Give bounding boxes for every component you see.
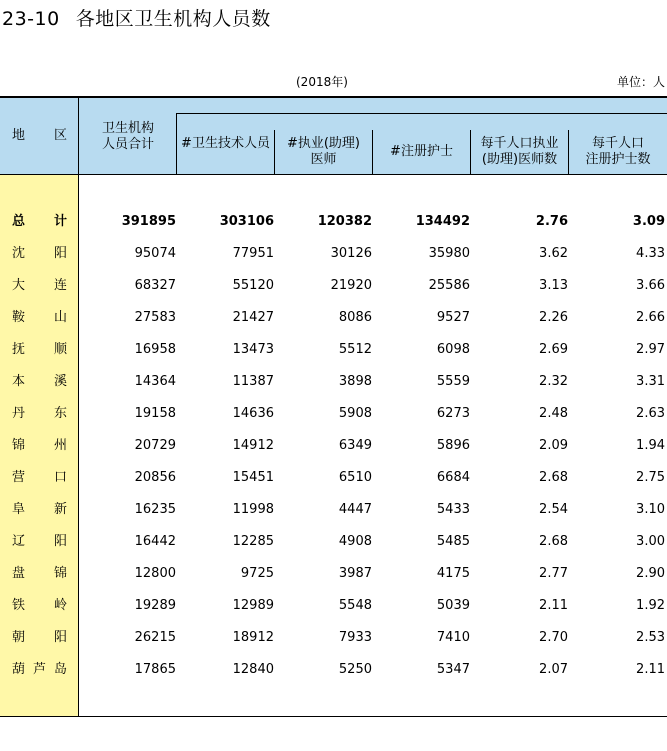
row-region-name [12,398,67,430]
region-name-char: 计 [53,214,67,229]
cell-doc-per-k: 2.11 [539,598,568,613]
total-header-line: 人员合计 [101,137,154,152]
cell-tech: 14636 [232,406,274,421]
row-region-name [12,238,67,270]
cell-nurses: 5559 [436,374,470,389]
cell-tech: 55120 [232,278,274,293]
region-name-char: 阳 [53,534,67,549]
cell-doc-per-k: 2.54 [539,502,568,517]
cell-doctors: 8086 [338,310,372,325]
region-name-char: 营 [12,470,26,485]
cell-nurse-per-k: 2.97 [636,342,665,357]
cell-total: 19289 [134,598,176,613]
tech-header: #卫生技术人员 [181,136,270,151]
cell-doc-per-k: 3.13 [539,278,568,293]
cell-nurses: 35980 [428,246,470,261]
cell-doctors: 6510 [338,470,372,485]
row-region-name [12,430,67,462]
header-bottom-rule [0,174,667,175]
cell-doctors: 7933 [338,630,372,645]
row-region-name [12,526,67,558]
row-region-name [12,366,67,398]
row-region-name [12,654,67,686]
cell-nurses: 5896 [436,438,470,453]
cell-tech: 11387 [232,374,274,389]
region-name-char: 阳 [53,630,67,645]
row-region-name [12,558,67,590]
cell-tech: 12840 [232,662,274,677]
cell-nurses: 6273 [436,406,470,421]
cell-tech: 77951 [232,246,274,261]
cell-doc-per-k: 2.32 [539,374,568,389]
cell-doc-per-k: 2.26 [539,310,568,325]
cell-total: 26215 [134,630,176,645]
cell-doc-per-k: 2.76 [535,214,568,229]
total-header-line: 卫生机构 [101,121,154,136]
cell-doc-per-k: 2.77 [539,566,568,581]
region-header-char: 地 [12,128,26,143]
cell-nurse-per-k: 3.09 [632,214,665,229]
total-header [80,121,176,153]
cell-nurse-per-k: 2.63 [636,406,665,421]
page-title [2,4,271,31]
cell-doctors: 5908 [338,406,372,421]
row-region-name [12,622,67,654]
nurse-per-k-header-line: 注册护士数 [585,152,651,167]
cell-nurse-per-k: 3.10 [636,502,665,517]
row-region-name [12,302,67,334]
region-name-char: 阳 [53,246,67,261]
cell-total: 16958 [134,342,176,357]
region-name-char: 葫 [12,662,26,677]
cell-tech: 303106 [219,214,274,229]
table-title: 各地区卫生机构人员数 [75,8,271,30]
cell-total: 16442 [134,534,176,549]
cell-doc-per-k: 2.69 [539,342,568,357]
table-top-rule [0,96,667,98]
region-name-char: 朝 [12,630,26,645]
cell-nurses: 7410 [436,630,470,645]
region-name-char: 岭 [53,598,67,613]
row-region-name [12,494,67,526]
region-name-char: 铁 [12,598,26,613]
cell-tech: 12285 [232,534,274,549]
cell-doc-per-k: 2.07 [539,662,568,677]
region-name-char: 阜 [12,502,26,517]
cell-doctors: 3898 [338,374,372,389]
cell-nurses: 5039 [436,598,470,613]
cell-doctors: 5512 [338,342,372,357]
cell-nurse-per-k: 2.11 [636,662,665,677]
region-name-char: 大 [12,278,26,293]
nurse-per-k-header-line: 每千人口 [591,136,644,151]
cell-total: 95074 [134,246,176,261]
cell-tech: 11998 [232,502,274,517]
region-column-divider [78,96,79,717]
cell-nurse-per-k: 3.31 [636,374,665,389]
region-name-char: 盘 [12,566,26,581]
cell-doctors: 4447 [338,502,372,517]
region-name-char: 锦 [53,566,67,581]
cell-nurse-per-k: 2.75 [636,470,665,485]
region-name-char: 总 [12,214,26,229]
cell-total: 20856 [134,470,176,485]
cell-nurse-per-k: 3.00 [636,534,665,549]
region-name-char: 抚 [12,342,26,357]
cell-tech: 13473 [232,342,274,357]
cell-nurses: 4175 [436,566,470,581]
cell-doc-per-k: 2.68 [539,534,568,549]
region-name-char: 溪 [53,374,67,389]
row-region-name [12,334,67,366]
cell-nurse-per-k: 2.53 [636,630,665,645]
region-name-char: 新 [53,502,67,517]
cell-nurses: 25586 [428,278,470,293]
cell-doctors: 21920 [330,278,372,293]
cell-doc-per-k: 2.68 [539,470,568,485]
row-region-name [12,206,67,238]
nurses-header: #注册护士 [390,144,453,159]
region-name-char: 锦 [12,438,26,453]
cell-nurse-per-k: 1.94 [636,438,665,453]
cell-nurse-per-k: 4.33 [636,246,665,261]
row-region-name [12,590,67,622]
region-header [12,128,67,144]
region-header-char: 区 [53,128,67,143]
region-name-char: 沈 [12,246,26,261]
region-name-char: 岛 [53,662,67,677]
doc-per-k-header [471,136,568,168]
region-name-char: 芦 [32,662,46,677]
year-label: (2018年) [296,75,348,89]
region-name-char: 连 [53,278,67,293]
region-name-char: 口 [53,470,67,485]
table-number: 23-10 [2,8,60,30]
unit-label: 单位：人 [616,75,665,89]
cell-tech: 15451 [232,470,274,485]
table-bottom-rule [0,716,667,717]
doctors-header-line: 医师 [310,152,337,167]
region-name-char: 辽 [12,534,26,549]
cell-doc-per-k: 2.48 [539,406,568,421]
cell-nurse-per-k: 1.92 [636,598,665,613]
cell-nurse-per-k: 2.90 [636,566,665,581]
cell-doc-per-k: 2.09 [539,438,568,453]
cell-doc-per-k: 3.62 [539,246,568,261]
cell-total: 19158 [134,406,176,421]
cell-nurses: 5485 [436,534,470,549]
cell-doctors: 3987 [338,566,372,581]
doctors-header-line: #执业(助理) [286,136,361,151]
cell-nurse-per-k: 3.66 [636,278,665,293]
cell-nurse-per-k: 2.66 [636,310,665,325]
header-sub-rule [176,113,667,114]
region-name-char: 山 [53,310,67,325]
cell-doctors: 5250 [338,662,372,677]
cell-total: 14364 [134,374,176,389]
cell-nurses: 9527 [436,310,470,325]
cell-nurses: 134492 [415,214,470,229]
nurse-per-k-header [569,136,667,168]
cell-nurses: 5347 [436,662,470,677]
region-name-char: 丹 [12,406,26,421]
cell-nurses: 6684 [436,470,470,485]
cell-tech: 18912 [232,630,274,645]
cell-doctors: 4908 [338,534,372,549]
cell-tech: 14912 [232,438,274,453]
cell-nurses: 5433 [436,502,470,517]
region-name-char: 东 [53,406,67,421]
cell-nurses: 6098 [436,342,470,357]
cell-doc-per-k: 2.70 [539,630,568,645]
cell-tech: 21427 [232,310,274,325]
cell-doctors: 6349 [338,438,372,453]
cell-doctors: 30126 [330,246,372,261]
region-name-char: 本 [12,374,26,389]
doc-per-k-header-line: 每千人口执业 [480,136,559,151]
cell-total: 391895 [121,214,176,229]
cell-total: 17865 [134,662,176,677]
row-region-name [12,462,67,494]
cell-doctors: 5548 [338,598,372,613]
region-name-char: 鞍 [12,310,26,325]
region-name-char: 顺 [53,342,67,357]
cell-total: 27583 [134,310,176,325]
cell-total: 16235 [134,502,176,517]
cell-total: 12800 [134,566,176,581]
row-region-name [12,270,67,302]
cell-doctors: 120382 [317,214,372,229]
doctors-header [275,136,372,168]
doc-per-k-header-line: (助理)医师数 [481,152,558,167]
cell-total: 20729 [134,438,176,453]
region-name-char: 州 [53,438,67,453]
cell-total: 68327 [134,278,176,293]
cell-tech: 9725 [240,566,274,581]
cell-tech: 12989 [232,598,274,613]
